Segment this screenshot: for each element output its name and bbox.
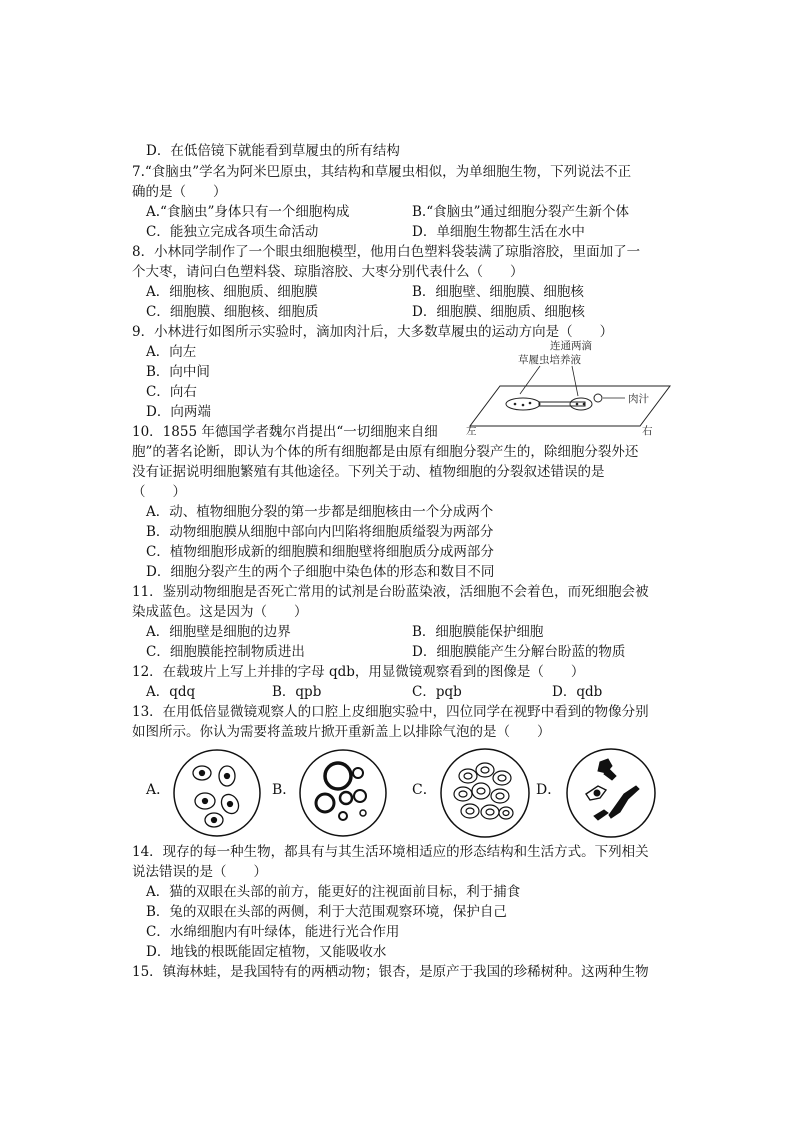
q8-option-b: B．细胞壁、细胞膜、细胞核 xyxy=(412,284,584,300)
q9-meat-juice-drop xyxy=(594,394,602,402)
q7-option-a: A.“食脑虫”身体只有一个细胞构成 xyxy=(146,204,350,220)
q14-option-d: D．地钱的根既能固定植物，又能吸收水 xyxy=(146,944,387,960)
overlapping-cells xyxy=(454,763,513,819)
q13-stem-cont: 如图所示。你认为需要将盖玻片掀开重新盖上以排除气泡的是（ ） xyxy=(132,724,551,740)
q7-option-c: C．能独立完成各项生命活动 xyxy=(146,224,319,240)
q9-slide-figure xyxy=(460,336,690,436)
q9-option-c: C．向右 xyxy=(146,384,197,400)
q10-stem-cont-3: （ ） xyxy=(132,484,186,500)
q8-option-c: C．细胞膜、细胞核、细胞质 xyxy=(146,304,319,320)
q14-stem: 14．现存的每一种生物，都具有与其生活环境相适应的形态结构和生活方式。下列相关 xyxy=(132,844,649,860)
q9-drop-right xyxy=(570,398,592,410)
q11-option-a: A．细胞壁是细胞的边界 xyxy=(146,624,291,640)
q12-stem: 12．在载玻片上写上并排的字母 qdb，用显微镜观察看到的图像是（ ） xyxy=(132,664,585,680)
q13-view-d xyxy=(564,746,658,840)
q9-stem: 9．小林进行如图所示实验时，滴加肉汁后，大多数草履虫的运动方向是（ ） xyxy=(132,324,614,340)
q8-stem: 8．小林同学制作了一个眼虫细胞模型，他用白色塑料袋装满了琼脂溶胶，里面加了一 xyxy=(132,244,641,260)
q9-option-d: D．向两端 xyxy=(146,404,211,420)
q9-pointer-right xyxy=(572,366,578,396)
q7-stem: 7.“食脑虫”学名为阿米巴原虫，其结构和草履虫相似，为单细胞生物，下列说法不正 xyxy=(132,164,632,180)
q11-option-b: B．细胞膜能保护细胞 xyxy=(412,624,544,640)
q9-pointer-left xyxy=(520,366,540,394)
q13-view-b xyxy=(298,748,388,838)
q14-option-a: A．猫的双眼在头部的前方，能更好的注视面前目标，利于捕食 xyxy=(146,884,521,900)
q8-stem-cont: 个大枣，请问白色塑料袋、琼脂溶胶、大枣分别代表什么（ ） xyxy=(132,264,524,280)
q12-option-b: B．qpb xyxy=(272,684,322,700)
q13-option-d-label: D． xyxy=(536,782,562,798)
q12-option-d: D．qdb xyxy=(552,684,603,700)
q13-option-b-label: B． xyxy=(272,782,297,798)
q7-option-d: D．单细胞生物都生活在水中 xyxy=(412,224,585,240)
q9-label-connect: 连通两滴 xyxy=(550,340,592,352)
q12-option-c: C．pqb xyxy=(412,684,462,700)
q7-option-b: B.“食脑虫”通过细胞分裂产生新个体 xyxy=(412,204,630,220)
q10-option-d: D．细胞分裂产生的两个子细胞中染色体的形态和数目不同 xyxy=(146,564,495,580)
q13-view-a xyxy=(172,748,262,838)
q11-stem: 11．鉴别动物细胞是否死亡常用的试剂是台盼蓝染液，活细胞不会着色，而死细胞会被 xyxy=(132,584,649,600)
q10-option-c: C．植物细胞形成新的细胞膜和细胞壁将细胞质分成两部分 xyxy=(146,544,494,560)
q10-stem: 10．1855 年德国学者魏尔肖提出“一切细胞来自细 xyxy=(132,424,438,440)
q10-option-b: B．动物细胞膜从细胞中部向内凹陷将细胞质缢裂为两部分 xyxy=(146,524,494,540)
q10-stem-cont-1: 胞”的著名论断，即认为个体的所有细胞都是由原有细胞分裂产生的，除细胞分裂外还 xyxy=(132,444,639,460)
q9-label-culture: 草履虫培养液 xyxy=(518,354,581,366)
q9-option-a: A．向左 xyxy=(146,344,197,360)
q11-option-d: D．细胞膜能产生分解台盼蓝的物质 xyxy=(412,644,626,660)
q13-view-c xyxy=(438,746,532,840)
q15-stem: 15．镇海林蛙，是我国特有的两栖动物；银杏，是原产于我国的珍稀树种。这两种生物 xyxy=(132,964,649,980)
q13-stem: 13．在用低倍显微镜观察人的口腔上皮细胞实验中，四位同学在视野中看到的物像分别 xyxy=(132,704,649,720)
q6-option-d: D．在低倍镜下就能看到草履虫的所有结构 xyxy=(146,143,400,159)
q10-option-a: A．动、植物细胞分裂的第一步都是细胞核由一个分成两个 xyxy=(146,504,494,520)
air-bubbles xyxy=(316,763,366,820)
q9-option-b: B．向中间 xyxy=(146,364,210,380)
epithelial-cells xyxy=(193,766,242,827)
q10-stem-cont-2: 没有证据说明细胞繁殖有其他途径。下列关于动、植物细胞的分裂叙述错误的是 xyxy=(132,464,605,480)
q14-stem-cont: 说法错误的是（ ） xyxy=(132,864,267,880)
q14-option-b: B．兔的双眼在头部的两侧，利于大范围观察环境，保护自己 xyxy=(146,904,507,920)
q8-option-d: D．细胞膜、细胞质、细胞核 xyxy=(412,304,585,320)
folded-cells xyxy=(586,759,639,820)
q11-option-c: C．细胞膜能控制物质进出 xyxy=(146,644,305,660)
q8-option-a: A．细胞核、细胞质、细胞膜 xyxy=(146,284,318,300)
q11-stem-cont: 染成蓝色。这是因为（ ） xyxy=(132,604,308,620)
q9-label-right: 右 xyxy=(642,425,653,436)
q7-stem-cont: 确的是（ ） xyxy=(132,184,227,200)
q13-option-c-label: C． xyxy=(412,782,437,798)
q14-option-c: C．水绵细胞内有叶绿体，能进行光合作用 xyxy=(146,924,400,940)
q12-option-a: A．qdq xyxy=(146,684,196,700)
q13-option-a-label: A． xyxy=(146,782,171,798)
q9-label-meat: 肉汁 xyxy=(628,393,649,405)
q9-label-left: 左 xyxy=(466,425,477,436)
